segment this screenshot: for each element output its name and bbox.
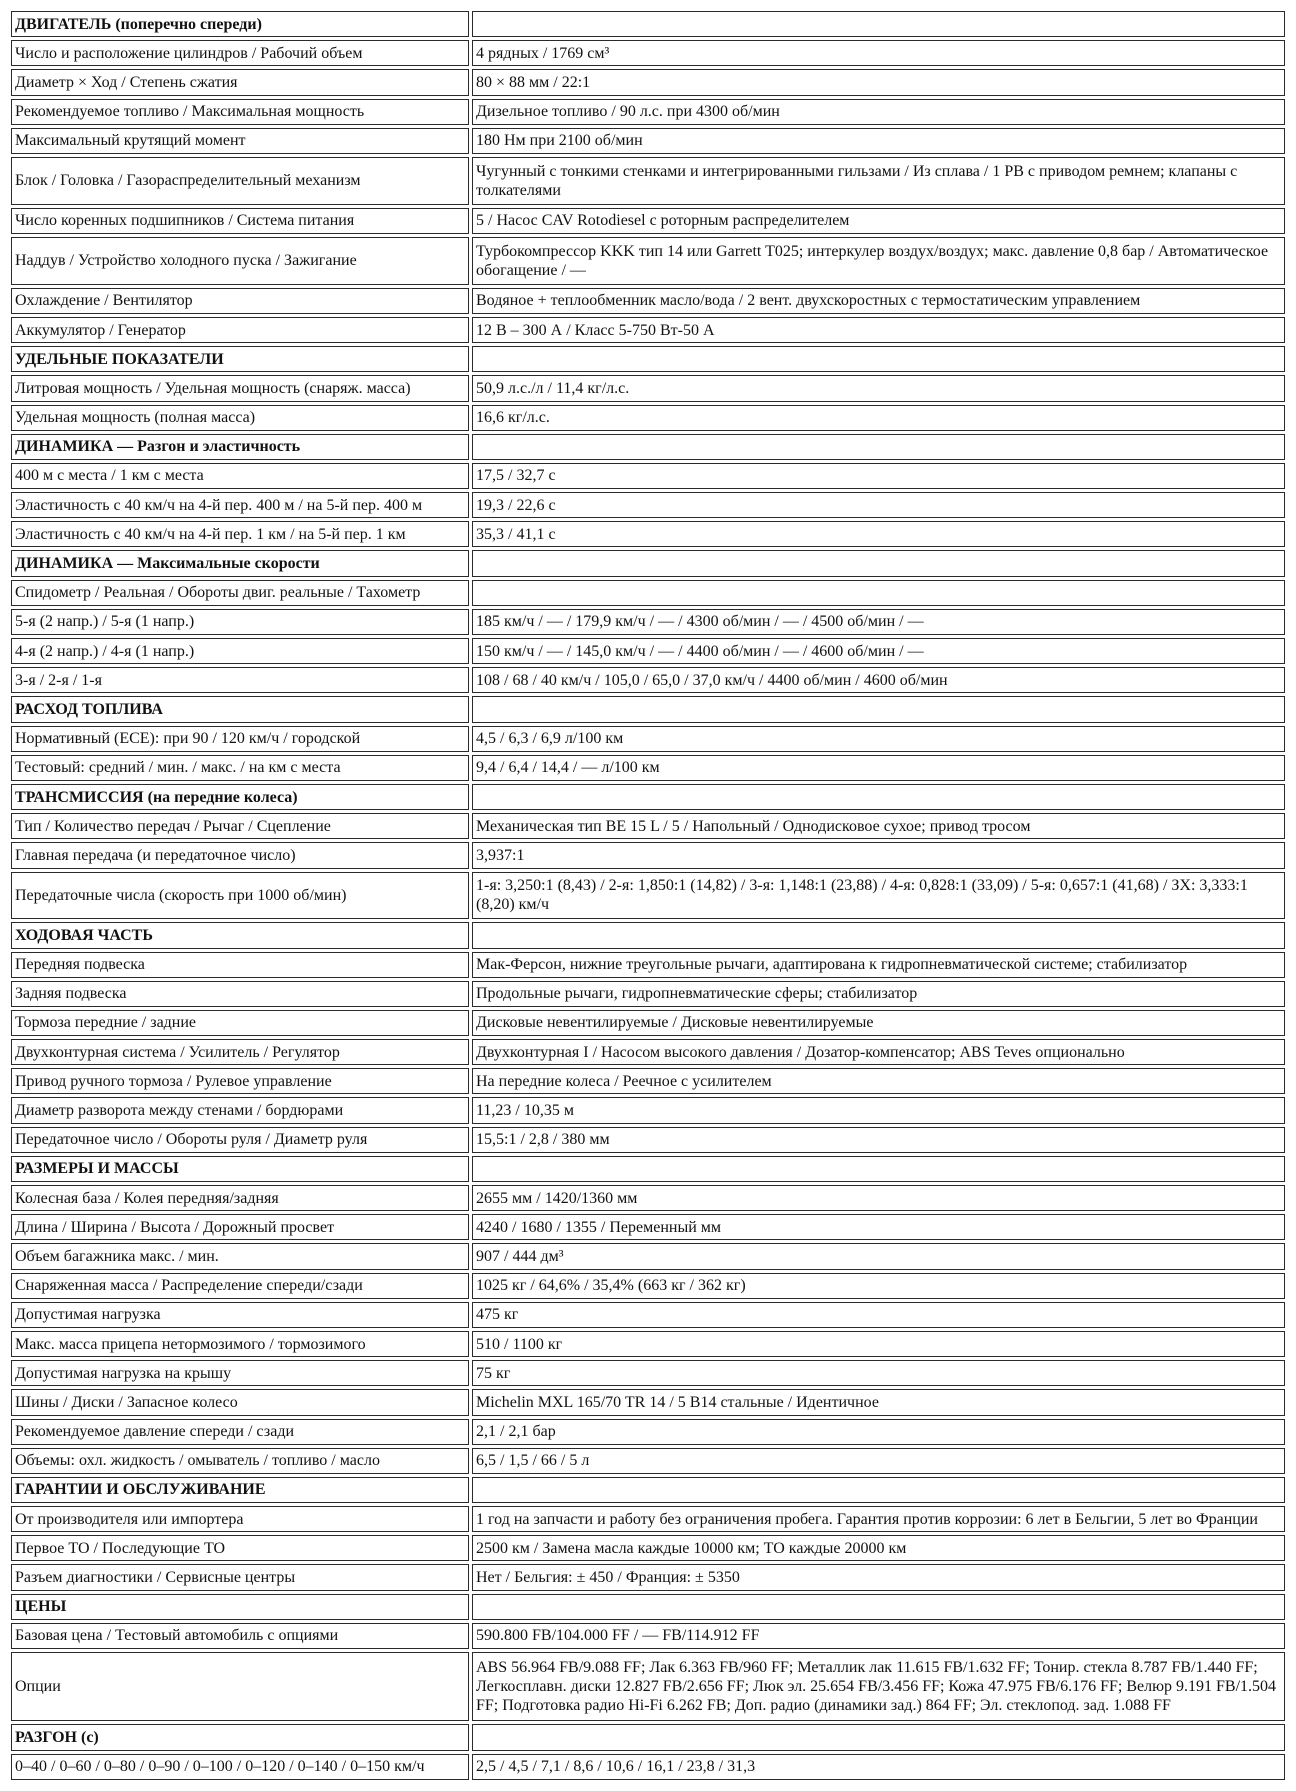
- spec-row: [11, 580, 1285, 606]
- spec-row: [11, 1389, 1285, 1415]
- spec-label: Передаточные числа (скорость при 1000 об/мин): [11, 872, 469, 920]
- spec-label: Блок / Головка / Газораспределительный механизм: [11, 157, 469, 205]
- spec-value: Мак-Ферсон, нижние треугольные рычаги, адаптирована к гидропневматической системе; стабилизатор: [472, 952, 1285, 978]
- spec-value: Нет / Бельгия: ± 450 / Франция: ± 5350: [472, 1564, 1285, 1590]
- spec-label: Допустимая нагрузка на крышу: [11, 1360, 469, 1386]
- spec-value: 4 рядных / 1769 см³: [472, 40, 1285, 66]
- spec-row: [11, 1331, 1285, 1357]
- spec-row: [11, 128, 1285, 154]
- spec-label: 0–40 / 0–60 / 0–80 / 0–90 / 0–100 / 0–120 / 0–140 / 0–150 км/ч: [11, 1754, 469, 1780]
- spec-value: 35,3 / 41,1 с: [472, 521, 1285, 547]
- spec-value: 2500 км / Замена масла каждые 10000 км; ТО каждые 20000 км: [472, 1535, 1285, 1561]
- section-title: ХОДОВАЯ ЧАСТЬ: [11, 922, 469, 948]
- spec-row: [11, 1652, 1285, 1721]
- spec-value: [472, 922, 1285, 948]
- spec-value: 16,6 кг/л.с.: [472, 405, 1285, 431]
- spec-row: [11, 157, 1285, 205]
- spec-label: Опции: [11, 1652, 469, 1721]
- spec-row: [11, 1010, 1285, 1036]
- spec-value: 11,23 / 10,35 м: [472, 1097, 1285, 1123]
- section-header-row: [11, 550, 1285, 576]
- section-header-row: [11, 346, 1285, 372]
- spec-value: 17,5 / 32,7 с: [472, 463, 1285, 489]
- spec-label: Охлаждение / Вентилятор: [11, 288, 469, 314]
- spec-row: [11, 1754, 1285, 1780]
- spec-value: 907 / 444 дм³: [472, 1243, 1285, 1269]
- spec-row: [11, 842, 1285, 868]
- spec-label: Привод ручного тормоза / Рулевое управление: [11, 1068, 469, 1094]
- spec-label: 4-я (2 напр.) / 4-я (1 напр.): [11, 638, 469, 664]
- spec-label: Аккумулятор / Генератор: [11, 317, 469, 343]
- spec-label: 5-я (2 напр.) / 5-я (1 напр.): [11, 609, 469, 635]
- spec-label: Первое ТО / Последующие ТО: [11, 1535, 469, 1561]
- spec-row: [11, 405, 1285, 431]
- spec-value: 150 км/ч / — / 145,0 км/ч / — / 4400 об/мин / — / 4600 об/мин / —: [472, 638, 1285, 664]
- section-header-row: [11, 1724, 1285, 1750]
- spec-value: 15,5:1 / 2,8 / 380 мм: [472, 1127, 1285, 1153]
- spec-row: [11, 667, 1285, 693]
- section-title: ЦЕНЫ: [11, 1594, 469, 1620]
- spec-value: 510 / 1100 кг: [472, 1331, 1285, 1357]
- spec-row: [11, 521, 1285, 547]
- spec-value: 2655 мм / 1420/1360 мм: [472, 1185, 1285, 1211]
- spec-row: [11, 1623, 1285, 1649]
- spec-label: Объемы: охл. жидкость / омыватель / топливо / масло: [11, 1448, 469, 1474]
- spec-label: Нормативный (ECE): при 90 / 120 км/ч / городской: [11, 726, 469, 752]
- spec-value: Чугунный с тонкими стенками и интегрированными гильзами / Из сплава / 1 РВ с приводом ремнем; клапаны с толкателями: [472, 157, 1285, 205]
- spec-label: Макс. масса прицепа нетормозимого / тормозимого: [11, 1331, 469, 1357]
- spec-label: Литровая мощность / Удельная мощность (снаряж. масса): [11, 375, 469, 401]
- spec-row: [11, 1273, 1285, 1299]
- spec-value: [472, 1724, 1285, 1750]
- spec-value: 4240 / 1680 / 1355 / Переменный мм: [472, 1214, 1285, 1240]
- spec-label: Рекомендуемое топливо / Максимальная мощность: [11, 99, 469, 125]
- spec-row: [11, 1302, 1285, 1328]
- spec-label: 400 м с места / 1 км с места: [11, 463, 469, 489]
- spec-value: ABS 56.964 FB/9.088 FF; Лак 6.363 FB/960 FF; Металлик лак 11.615 FB/1.632 FF; Тонир. стекла 8.787 FB/1.440 FF; Легкосплавн. диски 12.827 FB/2.656 FF; Люк эл. 25.654 FB/3.456 FF; Кожа 47.975 FB/6.176 FF; Велюр 9.191 FB/1.504 FF; Подготовка радио Hi-Fi 6.262 FB; Доп. радио (динамики зад.) 864 FF; Эл. стеклопод. зад. 1.088 FF: [472, 1652, 1285, 1721]
- spec-value: 19,3 / 22,6 с: [472, 492, 1285, 518]
- spec-row: [11, 317, 1285, 343]
- spec-row: [11, 69, 1285, 95]
- section-header-row: [11, 1156, 1285, 1182]
- spec-label: Двухконтурная система / Усилитель / Регулятор: [11, 1039, 469, 1065]
- spec-row: [11, 375, 1285, 401]
- spec-value: 1-я: 3,250:1 (8,43) / 2-я: 1,850:1 (14,82) / 3-я: 1,148:1 (23,88) / 4-я: 0,828:1 (33,09) / 5-я: 0,657:1 (41,68) / ЗХ: 3,333:1 (8,20) км/ч: [472, 872, 1285, 920]
- spec-value: 185 км/ч / — / 179,9 км/ч / — / 4300 об/мин / — / 4500 об/мин / —: [472, 609, 1285, 635]
- spec-label: Передаточное число / Обороты руля / Диаметр руля: [11, 1127, 469, 1153]
- section-header-row: [11, 1594, 1285, 1620]
- spec-value: 2,5 / 4,5 / 7,1 / 8,6 / 10,6 / 16,1 / 23,8 / 31,3: [472, 1754, 1285, 1780]
- section-header-row: [11, 784, 1285, 810]
- spec-value: [472, 550, 1285, 576]
- spec-value: На передние колеса / Реечное с усилителем: [472, 1068, 1285, 1094]
- spec-value: 3,937:1: [472, 842, 1285, 868]
- spec-value: 590.800 FB/104.000 FF / — FB/114.912 FF: [472, 1623, 1285, 1649]
- spec-value: Дизельное топливо / 90 л.с. при 4300 об/мин: [472, 99, 1285, 125]
- spec-row: [11, 1448, 1285, 1474]
- spec-label: Наддув / Устройство холодного пуска / Зажигание: [11, 237, 469, 285]
- spec-value: Продольные рычаги, гидропневматические сферы; стабилизатор: [472, 981, 1285, 1007]
- section-title: ГАРАНТИИ И ОБСЛУЖИВАНИЕ: [11, 1477, 469, 1503]
- spec-row: [11, 237, 1285, 285]
- section-title: ДИНАМИКА — Разгон и эластичность: [11, 434, 469, 460]
- spec-row: [11, 755, 1285, 781]
- spec-row: [11, 1564, 1285, 1590]
- spec-table-body: [11, 11, 1285, 1780]
- spec-value: [472, 696, 1285, 722]
- spec-label: Шины / Диски / Запасное колесо: [11, 1389, 469, 1415]
- spec-label: Тестовый: средний / мин. / макс. / на км с места: [11, 755, 469, 781]
- spec-label: Тормоза передние / задние: [11, 1010, 469, 1036]
- spec-value: [472, 346, 1285, 372]
- spec-label: Передняя подвеска: [11, 952, 469, 978]
- spec-row: [11, 492, 1285, 518]
- section-title: РАЗМЕРЫ И МАССЫ: [11, 1156, 469, 1182]
- spec-value: Водяное + теплообменник масло/вода / 2 вент. двухскоростных с термостатическим управлением: [472, 288, 1285, 314]
- spec-label: Разъем диагностики / Сервисные центры: [11, 1564, 469, 1590]
- spec-row: [11, 1097, 1285, 1123]
- spec-value: Дисковые невентилируемые / Дисковые невентилируемые: [472, 1010, 1285, 1036]
- section-title: УДЕЛЬНЫЕ ПОКАЗАТЕЛИ: [11, 346, 469, 372]
- section-header-row: [11, 696, 1285, 722]
- section-header-row: [11, 11, 1285, 37]
- spec-row: [11, 1360, 1285, 1386]
- spec-row: [11, 952, 1285, 978]
- spec-row: [11, 1068, 1285, 1094]
- spec-row: [11, 1214, 1285, 1240]
- spec-value: [472, 1594, 1285, 1620]
- spec-label: Число коренных подшипников / Система питания: [11, 208, 469, 234]
- spec-row: [11, 40, 1285, 66]
- spec-value: [472, 784, 1285, 810]
- spec-value: Двухконтурная I / Насосом высокого давления / Дозатор-компенсатор; ABS Teves опционально: [472, 1039, 1285, 1065]
- spec-label: Диаметр разворота между стенами / бордюрами: [11, 1097, 469, 1123]
- section-title: ТРАНСМИССИЯ (на передние колеса): [11, 784, 469, 810]
- spec-label: 3-я / 2-я / 1-я: [11, 667, 469, 693]
- spec-label: Тип / Количество передач / Рычаг / Сцепление: [11, 813, 469, 839]
- spec-row: [11, 463, 1285, 489]
- spec-label: Эластичность с 40 км/ч на 4-й пер. 400 м / на 5-й пер. 400 м: [11, 492, 469, 518]
- spec-value: 50,9 л.с./л / 11,4 кг/л.с.: [472, 375, 1285, 401]
- spec-value: [472, 1477, 1285, 1503]
- spec-label: Допустимая нагрузка: [11, 1302, 469, 1328]
- spec-label: Снаряженная масса / Распределение спереди/сзади: [11, 1273, 469, 1299]
- spec-row: [11, 1039, 1285, 1065]
- spec-row: [11, 99, 1285, 125]
- spec-row: [11, 1506, 1285, 1532]
- spec-value: 12 В – 300 А / Класс 5-750 Вт-50 А: [472, 317, 1285, 343]
- spec-value: 5 / Насос CAV Rotodiesel с роторным распределителем: [472, 208, 1285, 234]
- spec-label: Спидометр / Реальная / Обороты двиг. реальные / Тахометр: [11, 580, 469, 606]
- spec-label: Объем багажника макс. / мин.: [11, 1243, 469, 1269]
- spec-row: [11, 208, 1285, 234]
- spec-row: [11, 1535, 1285, 1561]
- section-title: ДИНАМИКА — Максимальные скорости: [11, 550, 469, 576]
- section-title: РАЗГОН (с): [11, 1724, 469, 1750]
- spec-row: [11, 288, 1285, 314]
- section-header-row: [11, 1477, 1285, 1503]
- spec-value: Michelin MXL 165/70 TR 14 / 5 B14 стальные / Идентичное: [472, 1389, 1285, 1415]
- spec-row: [11, 1127, 1285, 1153]
- spec-label: Эластичность с 40 км/ч на 4-й пер. 1 км / на 5-й пер. 1 км: [11, 521, 469, 547]
- spec-row: [11, 609, 1285, 635]
- spec-value: 80 × 88 мм / 22:1: [472, 69, 1285, 95]
- spec-value: [472, 580, 1285, 606]
- spec-value: 4,5 / 6,3 / 6,9 л/100 км: [472, 726, 1285, 752]
- spec-table: [8, 8, 1288, 1783]
- spec-value: 75 кг: [472, 1360, 1285, 1386]
- spec-value: 2,1 / 2,1 бар: [472, 1419, 1285, 1445]
- spec-row: [11, 638, 1285, 664]
- spec-row: [11, 813, 1285, 839]
- spec-value: Турбокомпрессор KKK тип 14 или Garrett T025; интеркулер воздух/воздух; макс. давление 0,8 бар / Автоматическое обогащение / —: [472, 237, 1285, 285]
- spec-row: [11, 1185, 1285, 1211]
- spec-label: Число и расположение цилиндров / Рабочий объем: [11, 40, 469, 66]
- spec-label: Удельная мощность (полная масса): [11, 405, 469, 431]
- spec-value: Механическая тип BE 15 L / 5 / Напольный / Однодисковое сухое; привод тросом: [472, 813, 1285, 839]
- spec-value: 475 кг: [472, 1302, 1285, 1328]
- spec-row: [11, 726, 1285, 752]
- spec-value: 6,5 / 1,5 / 66 / 5 л: [472, 1448, 1285, 1474]
- spec-row: [11, 981, 1285, 1007]
- spec-value: [472, 1156, 1285, 1182]
- spec-value: 180 Нм при 2100 об/мин: [472, 128, 1285, 154]
- spec-label: Рекомендуемое давление спереди / сзади: [11, 1419, 469, 1445]
- section-title: РАСХОД ТОПЛИВА: [11, 696, 469, 722]
- spec-label: Максимальный крутящий момент: [11, 128, 469, 154]
- spec-row: [11, 1419, 1285, 1445]
- spec-value: 1025 кг / 64,6% / 35,4% (663 кг / 362 кг): [472, 1273, 1285, 1299]
- spec-value: 108 / 68 / 40 км/ч / 105,0 / 65,0 / 37,0 км/ч / 4400 об/мин / 4600 об/мин: [472, 667, 1285, 693]
- spec-label: Базовая цена / Тестовый автомобиль с опциями: [11, 1623, 469, 1649]
- spec-label: От производителя или импортера: [11, 1506, 469, 1532]
- spec-value: 1 год на запчасти и работу без ограничения пробега. Гарантия против коррозии: 6 лет в Бельгии, 5 лет во Франции: [472, 1506, 1285, 1532]
- spec-row: [11, 1243, 1285, 1269]
- spec-label: Колесная база / Колея передняя/задняя: [11, 1185, 469, 1211]
- section-header-row: [11, 434, 1285, 460]
- spec-label: Диаметр × Ход / Степень сжатия: [11, 69, 469, 95]
- spec-value: [472, 434, 1285, 460]
- spec-label: Главная передача (и передаточное число): [11, 842, 469, 868]
- spec-label: Задняя подвеска: [11, 981, 469, 1007]
- spec-value: 9,4 / 6,4 / 14,4 / — л/100 км: [472, 755, 1285, 781]
- section-title: ДВИГАТЕЛЬ (поперечно спереди): [11, 11, 469, 37]
- spec-value: [472, 11, 1285, 37]
- spec-row: [11, 872, 1285, 920]
- spec-label: Длина / Ширина / Высота / Дорожный просвет: [11, 1214, 469, 1240]
- section-header-row: [11, 922, 1285, 948]
